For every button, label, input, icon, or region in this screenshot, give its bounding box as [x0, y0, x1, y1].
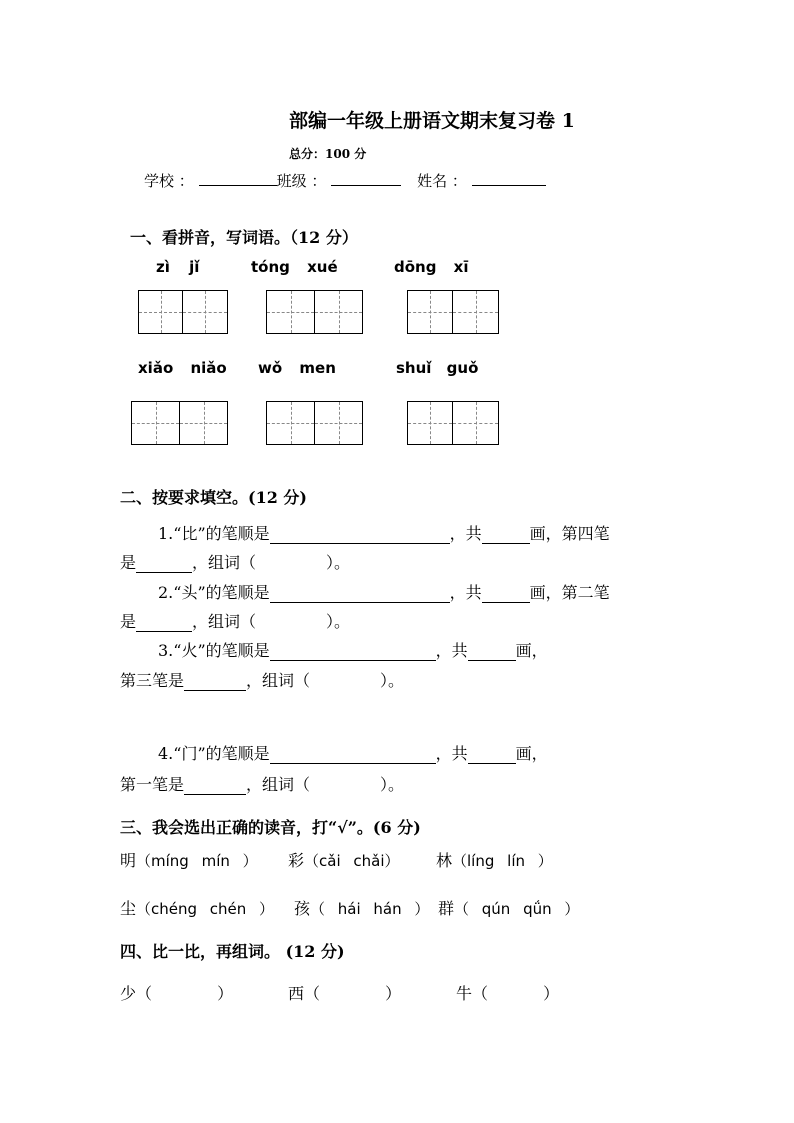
writing-grid[interactable]	[138, 290, 228, 334]
stroke-count-blank[interactable]	[482, 586, 530, 603]
stroke-order-blank[interactable]	[270, 747, 436, 764]
reading-choice[interactable]: 林（líng lín ）	[436, 851, 553, 870]
reading-choice[interactable]: 彩（cǎi chǎi）	[288, 851, 400, 870]
question-3-line-2: 第三笔是 ，组词（ ）。	[120, 671, 405, 690]
stroke-order-blank[interactable]	[270, 644, 436, 661]
reading-choice[interactable]: 群（ qún qǘn ）	[438, 899, 580, 918]
writing-grid[interactable]	[266, 290, 363, 334]
section-1-title: 一、看拼音，写词语。（12 分）	[130, 228, 358, 247]
question-4-line-2: 第一笔是 ，组词（ ）。	[120, 775, 405, 794]
question-1-line-2: 是 ，组词（ ）。	[120, 553, 351, 572]
compare-word-item[interactable]: 西（ ）	[288, 984, 402, 1003]
section-3-title: 三、我会选出正确的读音，打“√”。(6 分)	[120, 818, 421, 837]
stroke-blank[interactable]	[184, 674, 246, 691]
stroke-order-blank[interactable]	[270, 527, 450, 544]
page-title: 部编一年级上册语文期末复习卷 1	[289, 110, 575, 132]
pinyin-prompt: tóng xué	[251, 258, 338, 276]
pinyin-prompt: dōng xī	[394, 258, 469, 276]
stroke-order-blank[interactable]	[270, 586, 450, 603]
question-2-line-1: 2.“头”的笔顺是 ，共 画，第二笔	[158, 583, 610, 602]
total-score: 总分：100 分	[289, 147, 367, 161]
reading-choice[interactable]: 尘（chéng chén ）	[120, 899, 275, 918]
reading-choice[interactable]: 明（míng mín ）	[120, 851, 258, 870]
stroke-count-blank[interactable]	[482, 527, 530, 544]
pinyin-prompt: zì jǐ	[156, 258, 200, 276]
class-label: 班级 ：	[276, 172, 327, 190]
writing-grid[interactable]	[407, 401, 499, 445]
student-info-row	[144, 170, 546, 191]
question-4-line-1: 4.“门”的笔顺是 ，共 画，	[158, 744, 548, 763]
reading-choice[interactable]: 孩（ hái hán ）	[294, 899, 430, 918]
class-field[interactable]	[331, 171, 401, 186]
name-field[interactable]	[472, 171, 546, 186]
stroke-blank[interactable]	[136, 556, 192, 573]
stroke-count-blank[interactable]	[468, 644, 516, 661]
compare-word-item[interactable]: 牛（ ）	[456, 984, 560, 1003]
writing-grid[interactable]	[266, 401, 363, 445]
question-2-line-2: 是 ，组词（ ）。	[120, 612, 351, 631]
name-label: 姓名 ：	[417, 172, 467, 190]
writing-grid[interactable]	[131, 401, 228, 445]
pinyin-prompt: shuǐ guǒ	[396, 359, 479, 377]
question-3-line-1: 3.“火”的笔顺是 ，共 画，	[158, 641, 548, 660]
writing-grid[interactable]	[407, 290, 499, 334]
school-label: 学校 ：	[144, 172, 194, 190]
pinyin-prompt: wǒ men	[258, 359, 336, 377]
stroke-count-blank[interactable]	[468, 747, 516, 764]
compare-word-item[interactable]: 少（ ）	[120, 984, 234, 1003]
section-4-title: 四、比一比，再组词。 (12 分)	[120, 942, 345, 961]
stroke-blank[interactable]	[184, 778, 246, 795]
question-1-line-1: 1.“比”的笔顺是 ，共 画，第四笔	[158, 524, 610, 543]
school-field[interactable]	[199, 171, 277, 186]
pinyin-prompt: xiǎo niǎo	[138, 359, 227, 377]
section-2-title: 二、按要求填空。(12 分)	[120, 488, 307, 507]
stroke-blank[interactable]	[136, 615, 192, 632]
